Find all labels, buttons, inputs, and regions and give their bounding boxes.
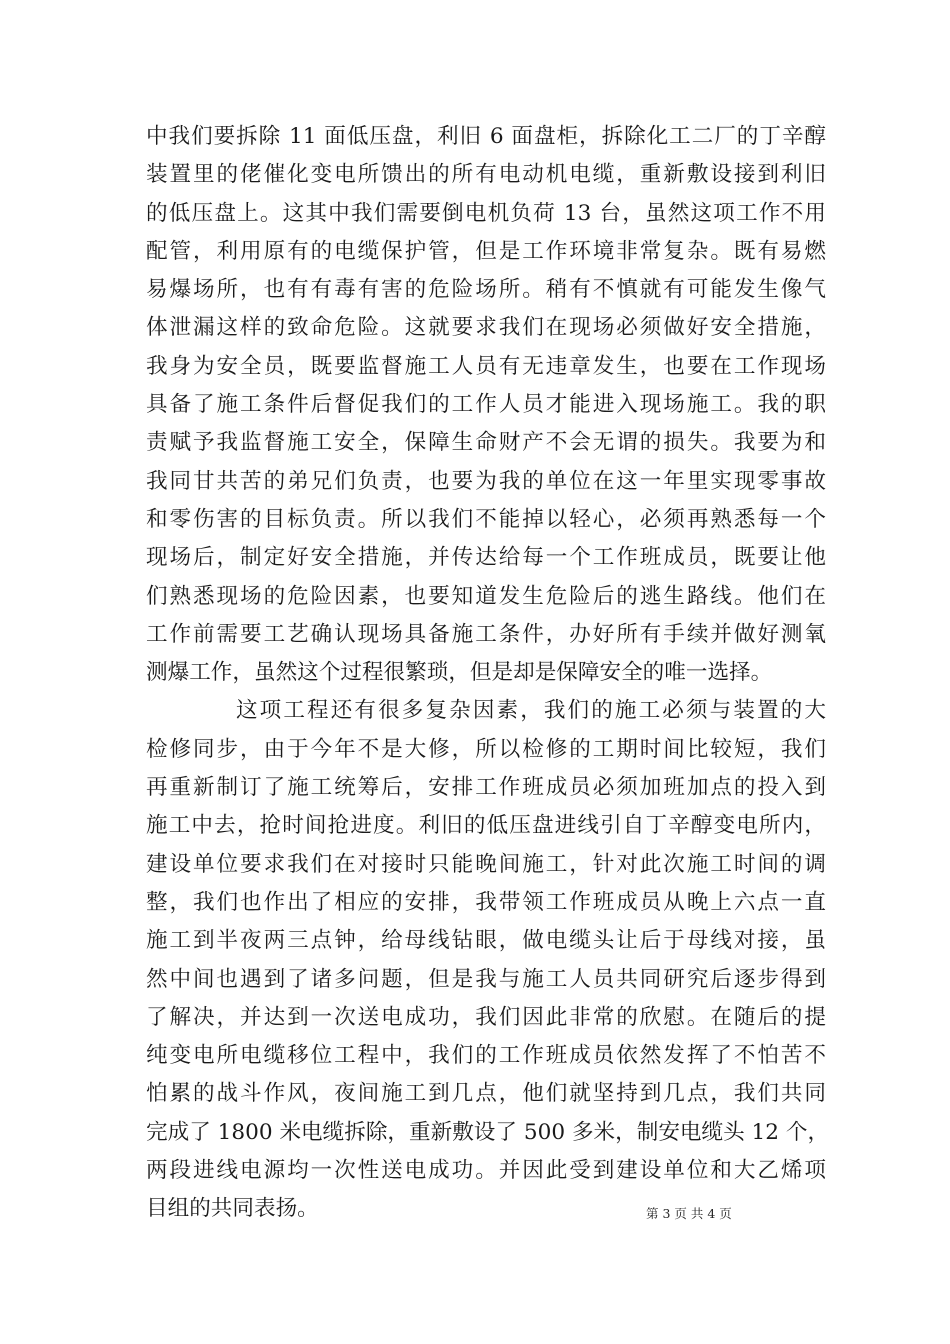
text-line: 测爆工作，虽然这个过程很繁琐，但是却是保障安全的唯一选择。 — [146, 660, 773, 686]
page-number: 第 3 页 共 4 页 — [646, 1206, 732, 1221]
text-line: 我同甘共苦的弟兄们负责，也要为我的单位在这一年里实现零事故 — [146, 468, 826, 494]
text-line: 中我们要拆除 11 面低压盘，利旧 6 面盘柜，拆除化工二厂的丁辛醇 — [146, 124, 826, 149]
text-line: 怕累的战斗作风，夜间施工到几点，他们就坚持到几点，我们共同 — [146, 1081, 826, 1107]
text-line: 检修同步，由于今年不是大修，所以检修的工期时间比较短，我们 — [146, 736, 826, 762]
text-line: 然中间也遇到了诸多问题，但是我与施工人员共同研究后逐步得到 — [146, 966, 826, 992]
text-line: 完成了 1800 米电缆拆除，重新敷设了 500 多米，制安电缆头 12 个， — [146, 1119, 830, 1145]
document-body — [146, 118, 830, 1229]
text-line: 工作前需要工艺确认现场具备施工条件，办好所有手续并做好测氧 — [146, 621, 826, 647]
text-line: 现场后，制定好安全措施，并传达给每一个工作班成员，既要让他 — [146, 545, 826, 571]
text-line: 纯变电所电缆移位工程中，我们的工作班成员依然发挥了不怕苦不 — [146, 1043, 826, 1069]
text-line: 具备了施工条件后督促我们的工作人员才能进入现场施工。我的职 — [146, 392, 826, 418]
text-line: 易爆场所，也有有毒有害的危险场所。稍有不慎就有可能发生像气 — [146, 277, 826, 303]
text-line: 两段进线电源均一次性送电成功。并因此受到建设单位和大乙烯项 — [146, 1158, 826, 1184]
paragraph-2 — [146, 692, 830, 1228]
text-line: 装置里的佬催化变电所馈出的所有电动机电缆，重新敷设接到利旧 — [146, 162, 826, 188]
text-line: 我身为安全员，既要监督施工人员有无违章发生，也要在工作现场 — [146, 353, 826, 379]
text-line: 和零伤害的目标负责。所以我们不能掉以轻心，必须再熟悉每一个 — [146, 506, 826, 532]
text-line: 施工到半夜两三点钟，给母线钻眼，做电缆头让后于母线对接，虽 — [146, 928, 826, 954]
text-line: 了解决，并达到一次送电成功，我们因此非常的欣慰。在随后的提 — [146, 1004, 826, 1030]
text-line: 责赋予我监督施工安全，保障生命财产不会无谓的损失。我要为和 — [146, 430, 826, 456]
text-line: 的低压盘上。这其中我们需要倒电机负荷 13 台，虽然这项工作不用 — [146, 200, 826, 226]
text-line: 体泄漏这样的致命危险。这就要求我们在现场必须做好安全措施， — [146, 315, 826, 341]
text-line: 施工中去，抢时间抢进度。利旧的低压盘进线引自丁辛醇变电所内， — [146, 813, 826, 839]
text-line: 这项工程还有很多复杂因素，我们的施工必须与装置的大 — [236, 698, 826, 724]
paragraph-1 — [146, 118, 826, 692]
text-line: 再重新制订了施工统筹后，安排工作班成员必须加班加点的投入到 — [146, 775, 826, 801]
text-line: 配管，利用原有的电缆保护管，但是工作环境非常复杂。既有易燃 — [146, 238, 826, 264]
text-line: 们熟悉现场的危险因素，也要知道发生危险后的逃生路线。他们在 — [146, 583, 826, 609]
text-line: 目组的共同表扬。 — [146, 1196, 319, 1222]
text-line: 整，我们也作出了相应的安排，我带领工作班成员从晚上六点一直 — [146, 889, 826, 915]
text-line: 建设单位要求我们在对接时只能晚间施工，针对此次施工时间的调 — [146, 851, 826, 877]
